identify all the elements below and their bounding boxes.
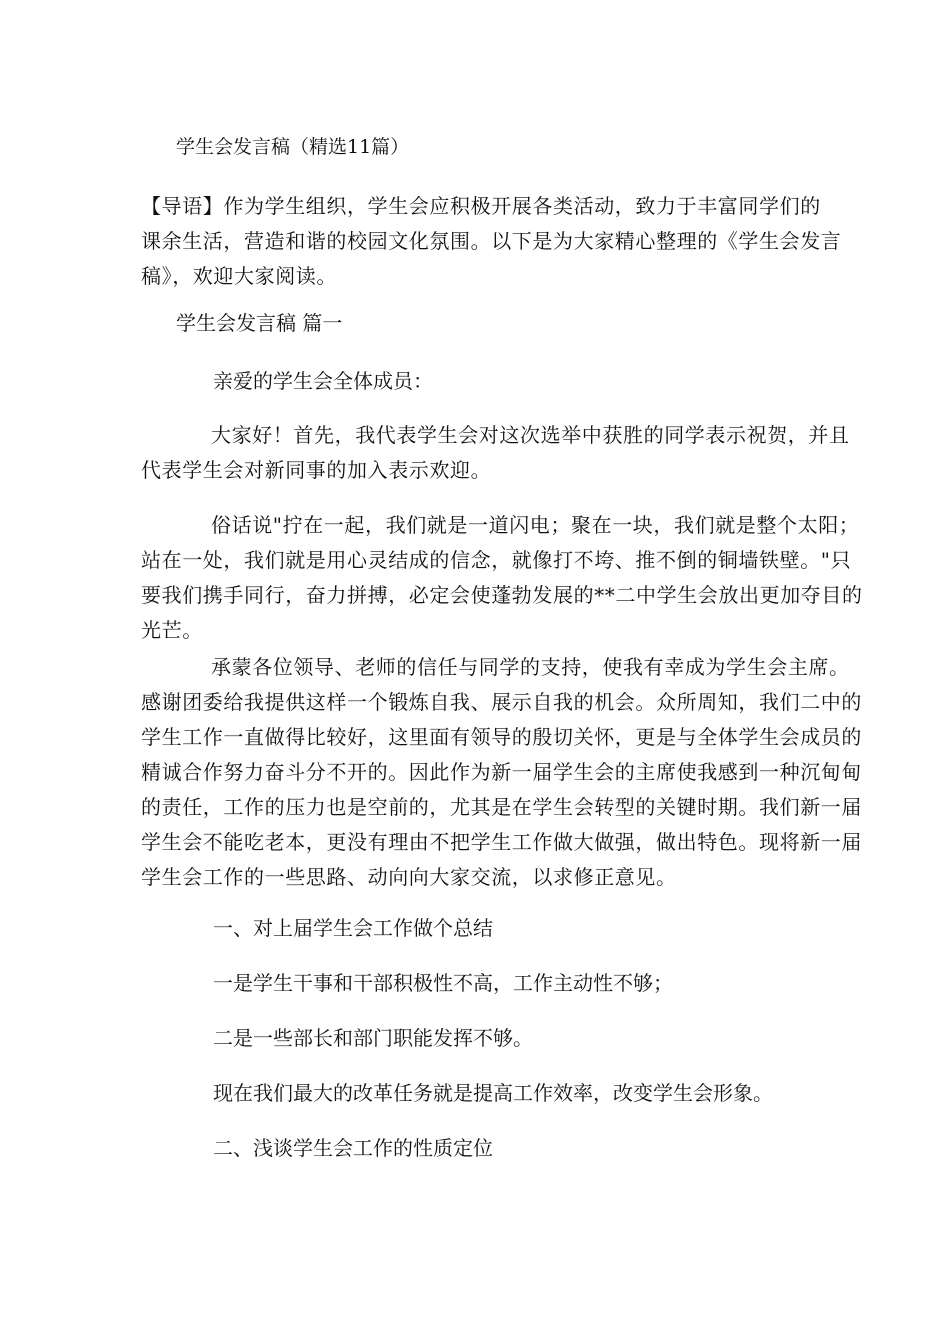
paragraph-line: 感谢团委给我提供这样一个锻炼自我、展示自我的机会。众所周知，我们二中的 bbox=[141, 690, 862, 714]
list-item: 一是学生干事和干部积极性不高，工作主动性不够； bbox=[213, 971, 673, 995]
section-heading: 学生会发言稿 篇一 bbox=[176, 311, 343, 335]
paragraph-line: 要我们携手同行，奋力拼搏，必定会使蓬勃发展的**二中学生会放出更加夺目的 bbox=[141, 583, 863, 607]
paragraph-line: 精诚合作努力奋斗分不开的。因此作为新一届学生会的主席使我感到一种沉甸甸 bbox=[141, 760, 862, 784]
list-item: 二是一些部长和部门职能发挥不够。 bbox=[213, 1026, 533, 1050]
intro-line: 稿》，欢迎大家阅读。 bbox=[141, 264, 337, 288]
intro-paragraph bbox=[141, 189, 842, 294]
intro-line: 【导语】作为学生组织，学生会应积极开展各类活动，致力于丰富同学们的 bbox=[141, 194, 821, 218]
paragraph-line: 的责任，工作的压力也是空前的，尤其是在学生会转型的关键时期。我们新一届 bbox=[141, 795, 862, 819]
intro-line: 课余生活，营造和谐的校园文化氛围。以下是为大家精心整理的《学生会发言 bbox=[141, 229, 842, 253]
list-item: 一、对上届学生会工作做个总结 bbox=[213, 916, 493, 940]
paragraph-line: 站在一处，我们就是用心灵结成的信念，就像打不垮、推不倒的铜墙铁壁。"只 bbox=[141, 548, 852, 572]
paragraph-saying bbox=[141, 508, 863, 648]
paragraph-line: 光芒。 bbox=[141, 618, 203, 642]
paragraph-acceptance bbox=[141, 650, 862, 895]
paragraph-greeting bbox=[141, 418, 850, 488]
paragraph-line: 学生工作一直做得比较好，这里面有领导的殷切关怀，更是与全体学生会成员的 bbox=[141, 725, 862, 749]
list-item: 二、浅谈学生会工作的性质定位 bbox=[213, 1136, 493, 1160]
paragraph-line: 承蒙各位领导、老师的信任与同学的支持，使我有幸成为学生会主席。 bbox=[211, 655, 850, 679]
paragraph-line: 俗话说"拧在一起，我们就是一道闪电；聚在一块，我们就是整个太阳； bbox=[211, 513, 860, 537]
list-item: 现在我们最大的改革任务就是提高工作效率，改变学生会形象。 bbox=[213, 1081, 773, 1105]
document-title: 学生会发言稿（精选11篇） bbox=[176, 136, 410, 158]
paragraph-line: 代表学生会对新同事的加入表示欢迎。 bbox=[141, 458, 492, 482]
paragraph-line: 学生会工作的一些思路、动向向大家交流，以求修正意见。 bbox=[141, 865, 677, 889]
paragraph-line: 学生会不能吃老本，更没有理由不把学生工作做大做强，做出特色。现将新一届 bbox=[141, 830, 862, 854]
paragraph-line: 大家好！首先，我代表学生会对这次选举中获胜的同学表示祝贺，并且 bbox=[211, 423, 850, 447]
salutation: 亲爱的学生会全体成员： bbox=[213, 369, 433, 393]
